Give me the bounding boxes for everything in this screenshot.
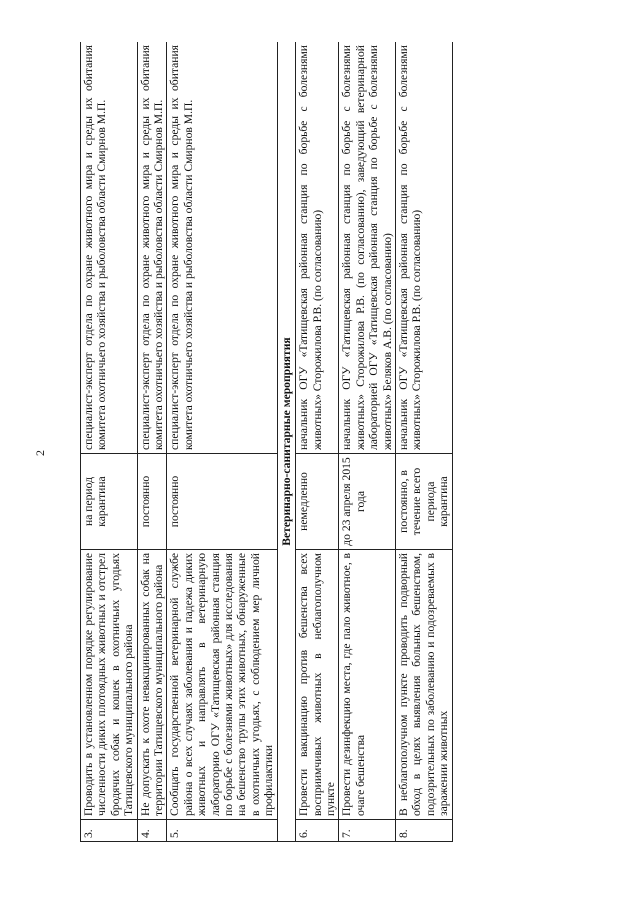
row-responsible: специалист-эксперт отдела по охране животного мира и среды их обитания комитета охотничьего хозяйства и рыболовства области Смирнов М.П. xyxy=(167,42,277,454)
row-responsible: специалист-эксперт отдела по охране животного мира и среды их обитания комитета охотничьего хозяйства и рыболовства области Смирнов М.П. xyxy=(81,42,138,454)
table-row xyxy=(137,42,167,842)
table-row xyxy=(81,42,138,842)
row-number: 8. xyxy=(395,820,452,842)
row-term: постоянно xyxy=(167,454,277,550)
row-term: до 23 апреля 2015 года xyxy=(339,454,396,550)
row-number: 4. xyxy=(137,820,167,842)
row-number: 5. xyxy=(167,820,277,842)
table-row xyxy=(167,42,277,842)
row-number: 6. xyxy=(296,820,339,842)
row-term: постоянно, в течение всего периода карантина xyxy=(395,454,452,550)
section-title: Ветеринарно-санитарные мероприятия xyxy=(277,42,295,842)
section-header-row xyxy=(277,42,295,842)
row-number: 7. xyxy=(339,820,396,842)
row-responsible: начальник ОГУ «Татищевская районная станция по борьбе с болезнями животных» Сторожилова Р.В. (по согласованию) xyxy=(395,42,452,454)
row-responsible: специалист-эксперт отдела по охране животного мира и среды их обитания комитета охотничьего хозяйства и рыболовства области Смирнов М.П. xyxy=(137,42,167,454)
row-action: Не допускать к охоте невакцинированных собак на территории Татищевского муниципального района xyxy=(137,550,167,820)
row-action: Провести дезинфекцию места, где пало животное, в очаге бешенства xyxy=(339,550,396,820)
measures-table xyxy=(80,42,453,842)
row-term: на период карантина xyxy=(81,454,138,550)
row-action: В неблагополучном пункте проводить подворный обход в целях выявления больных бешенством, подозрительных по заболеванию и подозреваемых в заражении животных xyxy=(395,550,452,820)
row-responsible: начальник ОГУ «Татищевская районная станция по борьбе с болезнями животных» Сторожилова Р.В. (по согласованию) xyxy=(296,42,339,454)
table-row xyxy=(296,42,339,842)
row-term: немедленно xyxy=(296,454,339,550)
rotated-table-sheet xyxy=(80,42,580,842)
row-term: постоянно xyxy=(137,454,167,550)
table-row xyxy=(339,42,396,842)
row-action: Провести вакцинацию против бешенства всех восприимчивых животных в неблагополучном пункте xyxy=(296,550,339,820)
page-number: 2 xyxy=(33,450,47,456)
row-action: Проводить в установленном порядке регулирование численности диких плотоядных животных и отстрел бродячих собак и кошек в охотничьих угодьях Татищевского муниципального района xyxy=(81,550,138,820)
row-number: 3. xyxy=(81,820,138,842)
row-action: Сообщать государственной ветеринарной службе района о всех случаях заболевания и падежа диких животных и направлять в ветеринарную лабораторию ОГУ «Татищевская районная станция по борьбе с болезнями животных» для исследования на бешенство трупы этих животных, обнаруженные в охотничьих угодьях, с соблюдением мер личной профилактики xyxy=(167,550,277,820)
row-responsible: начальник ОГУ «Татищевская районная станция по борьбе с болезнями животных» Сторожилова Р.В. (по согласованию), заведующий ветеринарной лабораторией ОГУ «Татищевская районная станция по борьбе с болезнями животных» Беляков А.В. (по согласованию) xyxy=(339,42,396,454)
table-row xyxy=(395,42,452,842)
